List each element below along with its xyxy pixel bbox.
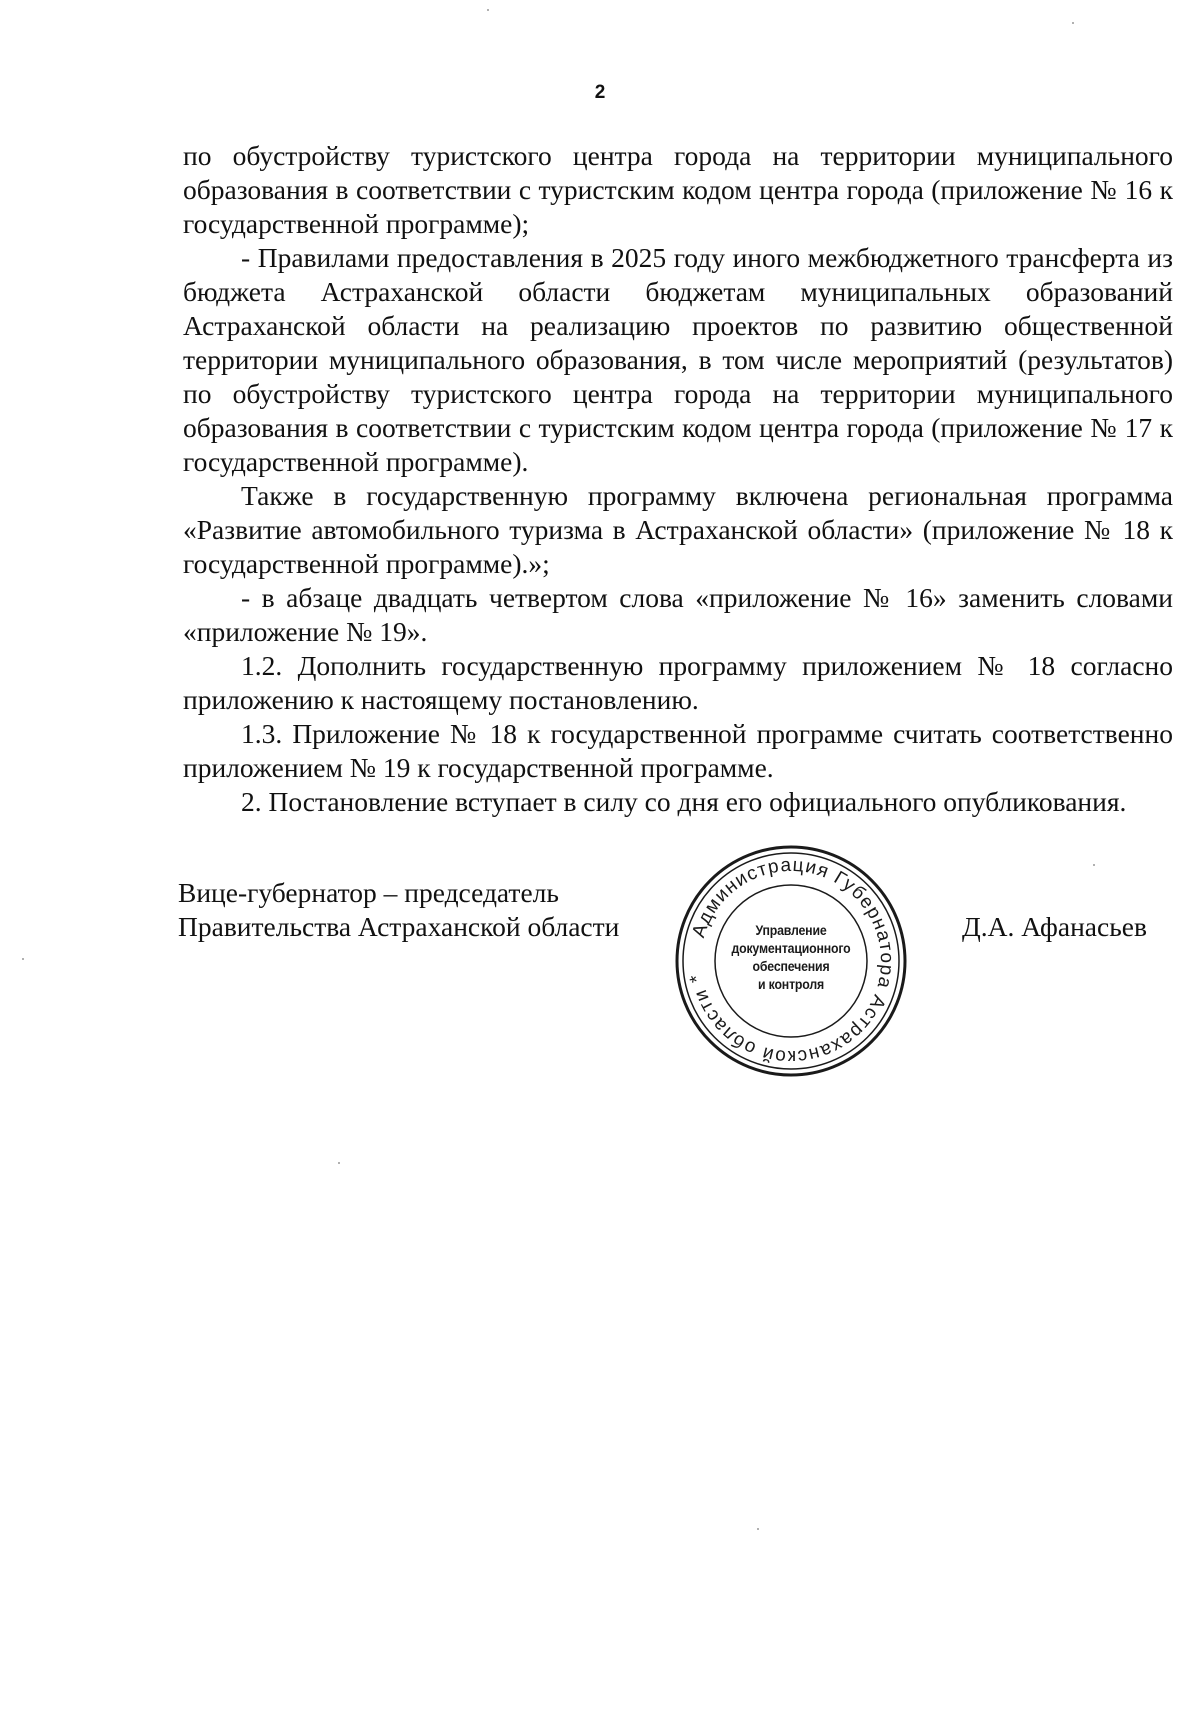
signatory-name: Д.А. Афанасьев bbox=[962, 911, 1147, 942]
stamp-center-line-4: и контроля bbox=[757, 976, 824, 992]
stamp-center-line-3: обеспечения bbox=[752, 958, 830, 974]
paragraph-2: - Правилами предоставления в 2025 году иного межбюджетного трансферта из бюджета Астраханской области бюджетам муниципальных образований Астраханской области на реализацию проектов по развитию общественной территории муниципального образования, в том числе мероприятий (результатов) по обустройству туристского центра города на территории муниципального образования в соответствии с туристским кодом центра города (приложение № 17 к государственной программе). bbox=[183, 242, 1173, 477]
page-number: 2 bbox=[594, 82, 606, 103]
stamp-ring-text: Администрация Губернатора Астраханской области * bbox=[685, 854, 898, 1068]
stamp-center-line-2: документационного bbox=[731, 940, 851, 956]
signatory-position bbox=[178, 876, 619, 944]
scan-speck bbox=[757, 1528, 759, 1530]
paragraph-1: по обустройству туристского центра города на территории муниципального образования в соответствии с туристским кодом центра города (приложение № 16 к государственной программе); bbox=[183, 140, 1173, 239]
signatory-position-line1: Вице-губернатор – председатель bbox=[178, 877, 559, 908]
signatory-position-line2: Правительства Астраханской области bbox=[178, 911, 620, 942]
scan-speck bbox=[1072, 22, 1074, 24]
scan-speck bbox=[338, 1162, 340, 1164]
scan-speck bbox=[1093, 864, 1095, 866]
paragraph-5: 1.2. Дополнить государственную программу приложением № 18 согласно приложению к настоящему постановлению. bbox=[183, 650, 1173, 715]
paragraph-3: Также в государственную программу включена региональная программа «Развитие автомобильного туризма в Астраханской области» (приложение № 18 к государственной программе).»; bbox=[183, 480, 1173, 579]
paragraph-6: 1.3. Приложение № 18 к государственной программе считать соответственно приложением № 19 к государственной программе. bbox=[183, 718, 1173, 783]
stamp-center-line-1: Управление bbox=[755, 922, 827, 938]
official-stamp bbox=[672, 842, 910, 1080]
paragraph-7: 2. Постановление вступает в силу со дня его официального опубликования. bbox=[241, 786, 1127, 817]
scan-speck bbox=[22, 958, 24, 960]
scan-speck bbox=[487, 9, 489, 11]
document-body bbox=[183, 139, 1173, 819]
paragraph-4: - в абзаце двадцать четвертом слова «приложение № 16» заменить словами «приложение № 19». bbox=[183, 582, 1173, 647]
